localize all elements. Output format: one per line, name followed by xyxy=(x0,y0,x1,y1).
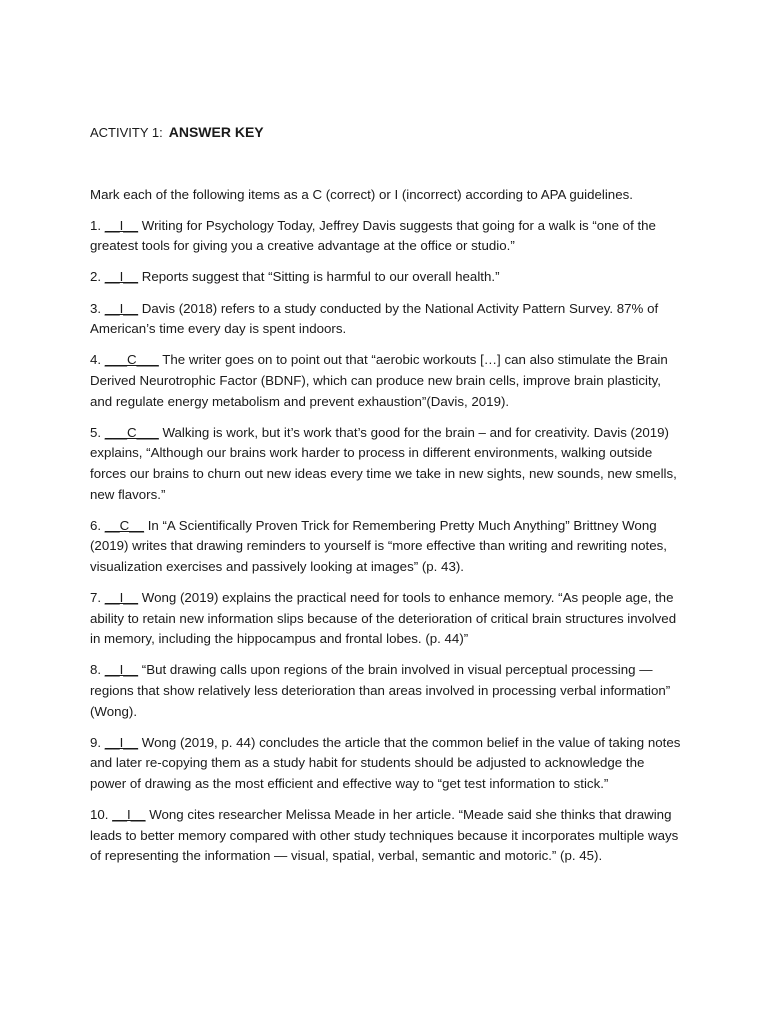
item-3 xyxy=(90,299,682,340)
item-number: 5. xyxy=(90,424,102,440)
item-text: The writer goes on to point out that “aerobic workouts […] can also stimulate the Brain Derived Neurotrophic Factor (BDNF), which can produce new brain cells, improve brain plasticity, and regulate energy metabolism and prevent exhaustion”(Davis, 2019). xyxy=(90,352,668,409)
item-6 xyxy=(90,516,682,578)
item-text: “But drawing calls upon regions of the brain involved in visual perceptual processing — regions that show relatively less deterioration than areas involved in processing verbal information” (Wong). xyxy=(90,662,671,719)
activity-label: ACTIVITY 1: xyxy=(90,125,163,140)
item-4 xyxy=(90,350,682,412)
item-number: 3. xyxy=(90,300,102,316)
item-1 xyxy=(90,216,682,257)
instructions: Mark each of the following items as a C (correct) or I (incorrect) according to APA guidelines. xyxy=(90,187,633,202)
item-number: 10. xyxy=(90,807,109,823)
item-text: Wong (2019) explains the practical need for tools to enhance memory. “As people age, the ability to retain new information slips because of the deterioration of critical brain structures involved in memory, including the hippocampus and frontal lobes. (p. 44)” xyxy=(90,590,677,647)
item-text: Wong (2019, p. 44) concludes the article that the common belief in the value of taking notes and later re-copying them as a study habit for students should be adjusted to acknowledge the power of drawing as the most efficient and effective way to “get test information to stick.” xyxy=(90,734,681,791)
item-number: 2. xyxy=(90,269,102,285)
item-text: Writing for Psychology Today, Jeffrey Davis suggests that going for a walk is “one of the greatest tools for giving you a creative advantage at the office or studio.” xyxy=(90,217,656,254)
answer-blank: __I__ xyxy=(112,807,146,823)
item-9 xyxy=(90,733,682,795)
item-10 xyxy=(90,805,682,867)
item-5 xyxy=(90,423,682,505)
item-number: 1. xyxy=(90,217,102,233)
answer-key-title: ANSWER KEY xyxy=(168,124,264,140)
answer-blank: ___C___ xyxy=(104,424,159,440)
item-number: 7. xyxy=(90,590,102,606)
document-body xyxy=(90,185,682,878)
item-7 xyxy=(90,588,682,650)
answer-blank: ___C___ xyxy=(104,352,159,368)
answer-blank: __I__ xyxy=(104,662,139,678)
item-text: Wong cites researcher Melissa Meade in her article. “Meade said she thinks that drawing leads to better memory compared with other study techniques because it incorporates multiple ways of representing the information — visual, spatial, verbal, semantic and motoric.” (p. 45). xyxy=(90,807,679,864)
item-number: 6. xyxy=(90,517,102,533)
answer-blank: __I__ xyxy=(104,300,139,316)
answer-blank: __I__ xyxy=(104,590,139,606)
answer-blank: __C__ xyxy=(104,517,144,533)
item-8 xyxy=(90,660,682,722)
item-number: 4. xyxy=(90,352,102,368)
answer-blank: __I__ xyxy=(104,734,139,750)
item-text: Davis (2018) refers to a study conducted by the National Activity Pattern Survey. 87% of American’s time every day is spent indoors. xyxy=(90,300,659,337)
item-text: Reports suggest that “Sitting is harmful to our overall health.” xyxy=(141,269,500,285)
activity-heading xyxy=(90,124,264,140)
item-number: 9. xyxy=(90,734,102,750)
item-text: Walking is work, but it’s work that’s good for the brain – and for creativity. Davis (2019) explains, “Although our brains work harder to process in different environments, walking outside forces our brains to churn out new ideas every time we take in new sights, new sounds, new smells, new flavors.” xyxy=(90,424,677,502)
item-2 xyxy=(90,267,682,288)
item-text: In “A Scientifically Proven Trick for Remembering Pretty Much Anything” Brittney Wong (2019) writes that drawing reminders to yourself is “more effective than writing and rewriting notes, visualization exercises and passively looking at images” (p. 43). xyxy=(90,517,667,574)
item-number: 8. xyxy=(90,662,102,678)
answer-blank: __I__ xyxy=(104,217,139,233)
answer-blank: __I__ xyxy=(104,269,139,285)
